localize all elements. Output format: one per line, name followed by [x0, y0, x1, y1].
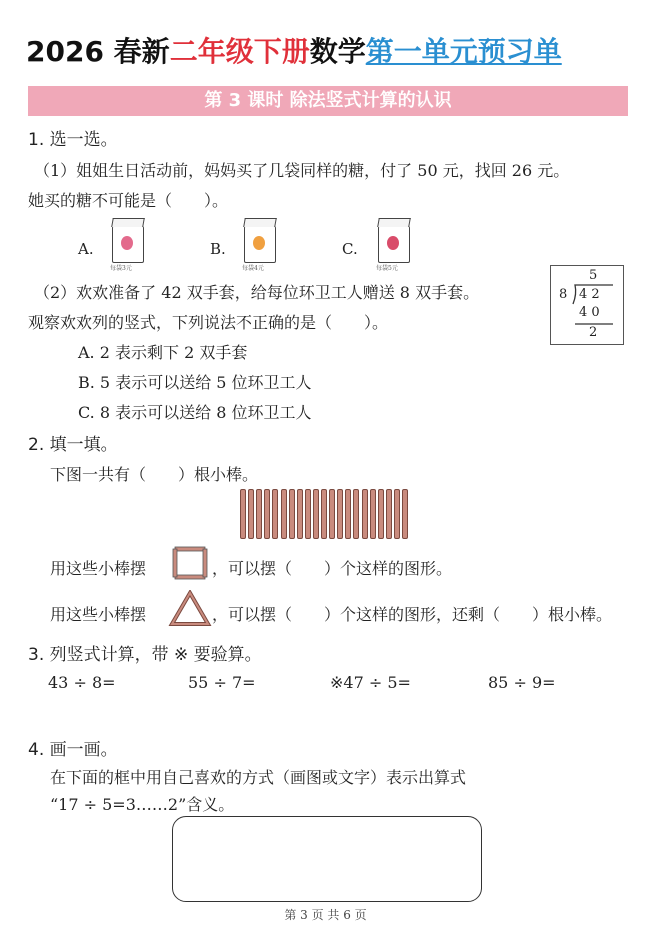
q3-heading: 3. 列竖式计算，带 ※ 要验算。 [28, 645, 262, 665]
stick [337, 489, 343, 539]
drawing-answer-box[interactable] [172, 816, 482, 902]
title-subject: 数学 [309, 35, 366, 68]
stick [378, 489, 384, 539]
expr-3: ※47 ÷ 5= [330, 673, 411, 692]
choice-b: B. 5 表示可以送给 5 位环卫工人 [78, 373, 312, 392]
stick [321, 489, 327, 539]
page-title [26, 30, 562, 70]
stick [289, 489, 295, 539]
q4-heading: 4. 画一画。 [28, 740, 118, 760]
expr-4: 85 ÷ 9= [488, 673, 556, 692]
option-b-caption: 每袋4元 [242, 265, 264, 272]
stick [402, 489, 408, 539]
q2-line2-start: 用这些小棒摆 [50, 559, 147, 578]
q2-heading: 2. 填一填。 [28, 435, 118, 455]
expr-2: 55 ÷ 7= [188, 673, 256, 692]
q1-part1-line1: （1）姐姐生日活动前，妈妈买了几袋同样的糖，付了 50 元，找回 26 元。 [34, 161, 570, 180]
division-remainder: 2 [589, 325, 598, 340]
option-b-letter: B. [210, 240, 226, 258]
stick [386, 489, 392, 539]
stick [248, 489, 254, 539]
candy-bag-b-icon [244, 225, 276, 263]
q1-part2-line1: （2）欢欢准备了 42 双手套，给每位环卫工人赠送 8 双手套。 [34, 283, 480, 302]
q2-line3-start: 用这些小棒摆 [50, 605, 147, 624]
expr-1: 43 ÷ 8= [48, 673, 116, 692]
candy-bag-a-icon [112, 225, 144, 263]
square-of-sticks-icon [170, 542, 210, 584]
stick [353, 489, 359, 539]
q1-heading: 1. 选一选。 [28, 130, 118, 150]
q1-part2-line2: 观察欢欢列的竖式，下列说法不正确的是（ ）。 [28, 313, 389, 332]
stick [256, 489, 262, 539]
choice-a: A. 2 表示剩下 2 双手套 [78, 343, 248, 362]
stick [394, 489, 400, 539]
stick [305, 489, 311, 539]
q2-line1: 下图一共有（ ）根小棒。 [50, 465, 259, 484]
stick [240, 489, 246, 539]
page-footer: 第 3 页 共 6 页 [284, 908, 367, 922]
q4-line1: 在下面的框中用自己喜欢的方式（画图或文字）表示出算式 [50, 768, 467, 787]
q1-part1-line2: 她买的糖不可能是（ ）。 [28, 191, 229, 210]
stick [264, 489, 270, 539]
q2-line3-end: ，可以摆（ ）个这样的图形，还剩（ ）根小棒。 [212, 605, 613, 624]
division-dividend: 4 2 [579, 287, 600, 302]
title-grade: 二年级下册 [169, 35, 310, 68]
lesson-band-text: 第 3 课时 除法竖式计算的认识 [204, 90, 452, 111]
long-division-box [550, 265, 624, 345]
stick [281, 489, 287, 539]
stick [362, 489, 368, 539]
option-a-caption: 每袋3元 [110, 265, 132, 272]
choice-c: C. 8 表示可以送给 8 位环卫工人 [78, 403, 312, 422]
stick [370, 489, 376, 539]
title-year-season: 2026 春新 [26, 35, 170, 68]
option-a-letter: A. [78, 240, 94, 258]
stick [297, 489, 303, 539]
division-product: 4 0 [579, 305, 600, 320]
title-unit: 第一单元预习单 [365, 35, 562, 68]
lesson-band [28, 86, 628, 116]
stick [329, 489, 335, 539]
stick [345, 489, 351, 539]
stick [313, 489, 319, 539]
sticks-illustration [240, 489, 412, 539]
candy-bag-c-icon [378, 225, 410, 263]
q4-line2: “17 ÷ 5=3……2”含义。 [50, 795, 235, 814]
q2-line2-end: ，可以摆（ ）个这样的图形。 [212, 559, 453, 578]
division-divisor: 8 [559, 287, 568, 302]
option-c-letter: C. [342, 240, 358, 258]
division-quotient: 5 [589, 268, 598, 283]
option-c-caption: 每袋5元 [376, 265, 398, 272]
triangle-of-sticks-icon [168, 590, 212, 628]
stick [272, 489, 278, 539]
